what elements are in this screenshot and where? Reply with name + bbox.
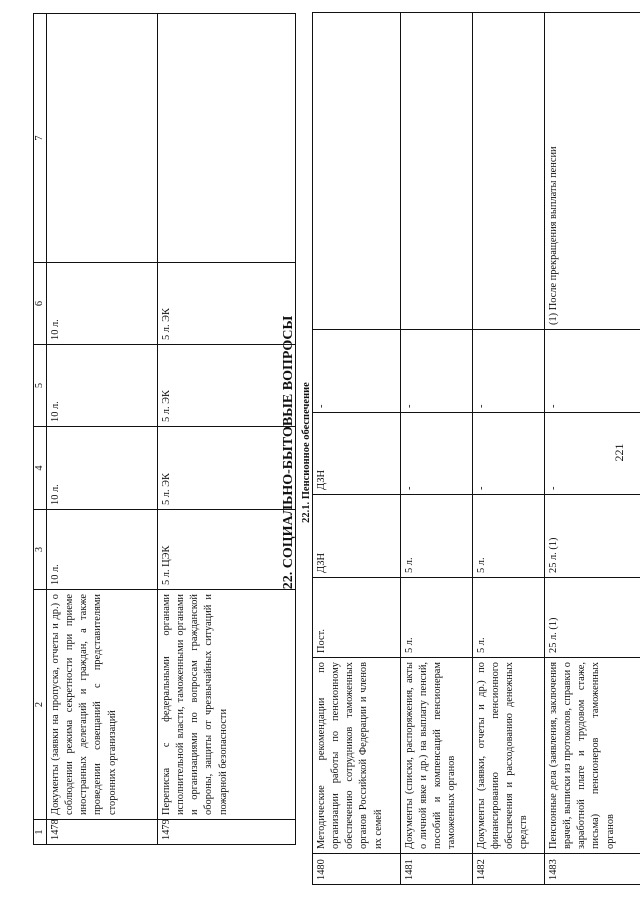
- retention-period-col4: 25 л. (1): [545, 495, 640, 578]
- retention-period-col4: 5 л. ЭК: [158, 427, 296, 510]
- page-number: 221: [612, 443, 626, 462]
- retention-period-col3: 10 л.: [47, 510, 158, 590]
- article-number: 1480: [313, 854, 401, 885]
- column-header: 1: [34, 820, 47, 845]
- document-type-description: Документы (заявки, отчеты и др.) по финансированию пенсионного обеспечения и расходованию денежных средств: [473, 658, 545, 854]
- column-header: 3: [34, 510, 47, 590]
- remarks: [47, 14, 158, 263]
- records-table-pensions: [312, 12, 640, 885]
- retention-period-col4: 5 л.: [401, 495, 473, 578]
- retention-period-col3: 5 л.: [401, 578, 473, 658]
- table-row: [47, 14, 158, 845]
- retention-period-col6: 5 л. ЭК: [158, 263, 296, 345]
- retention-period-col4: ДЗН: [313, 495, 401, 578]
- column-header: 6: [34, 263, 47, 345]
- table-row: [158, 14, 296, 845]
- document-type-description: Документы (заявки на пропуска, отчеты и др.) о соблюдении режима секретности при приеме иностранных делегаций и граждан, а также проведении совещаний с представителями сторонних организаций: [47, 590, 158, 820]
- section-heading: 22. СОЦИАЛЬНО-БЫТОВЫЕ ВОПРОСЫ: [281, 315, 296, 590]
- column-header: 7: [34, 14, 47, 263]
- column-header: 5: [34, 345, 47, 427]
- table-row: [313, 13, 401, 885]
- subsection-heading: 22.1. Пенсионное обеспечение: [301, 382, 312, 523]
- remarks: [401, 13, 473, 330]
- document-type-description: Методические рекомендации по организации работы по пенсионному обеспечению сотрудников таможенных органов Российской Федерации и членов их семей: [313, 658, 401, 854]
- article-number: 1479: [158, 820, 296, 845]
- retention-period-col5: -: [545, 413, 640, 495]
- remarks: [473, 13, 545, 330]
- table-header-row: [34, 14, 47, 845]
- retention-period-col4: 5 л.: [473, 495, 545, 578]
- document-type-description: Пенсионные дела (заявления, заключения врачей, выписки из протоколов, справки о заработной плате и трудовом стаже, письма) пенсионеров таможенных органов: [545, 658, 640, 854]
- document-type-description: Переписка с федеральными органами исполнительной власти, таможенными органами и организациями по вопросам гражданской обороны, защиты от чрезвычайных ситуаций и пожарной безопасности: [158, 590, 296, 820]
- records-table-security: [33, 13, 296, 845]
- retention-period-col5: 10 л.: [47, 345, 158, 427]
- column-header: 4: [34, 427, 47, 510]
- remarks: [313, 13, 401, 330]
- retention-period-col3: 25 л. (1): [545, 578, 640, 658]
- retention-period-col4: 10 л.: [47, 427, 158, 510]
- table-row: [473, 13, 545, 885]
- retention-period-col6: 10 л.: [47, 263, 158, 345]
- retention-period-col3: 5 л. ЦЭК: [158, 510, 296, 590]
- retention-period-col5: 5 л. ЭК: [158, 345, 296, 427]
- retention-period-col5: -: [401, 413, 473, 495]
- article-number: 1481: [401, 854, 473, 885]
- document-type-description: Документы (списки, распоряжения, акты о личной явке и др.) на выплату пенсий, пособий и компенсаций пенсионерам таможенных органов: [401, 658, 473, 854]
- retention-period-col3: 5 л.: [473, 578, 545, 658]
- remarks: (1) После прекращения выплаты пенсии: [545, 13, 640, 330]
- retention-period-col6: -: [473, 330, 545, 413]
- article-number: 1478: [47, 820, 158, 845]
- retention-period-col3: Пост.: [313, 578, 401, 658]
- retention-period-col5: ДЗН: [313, 413, 401, 495]
- column-header: 2: [34, 590, 47, 820]
- retention-period-col5: -: [473, 413, 545, 495]
- retention-period-col6: -: [545, 330, 640, 413]
- article-number: 1482: [473, 854, 545, 885]
- remarks: [158, 14, 296, 263]
- retention-period-col6: -: [313, 330, 401, 413]
- retention-period-col6: -: [401, 330, 473, 413]
- article-number: 1483: [545, 854, 640, 885]
- table-row: [401, 13, 473, 885]
